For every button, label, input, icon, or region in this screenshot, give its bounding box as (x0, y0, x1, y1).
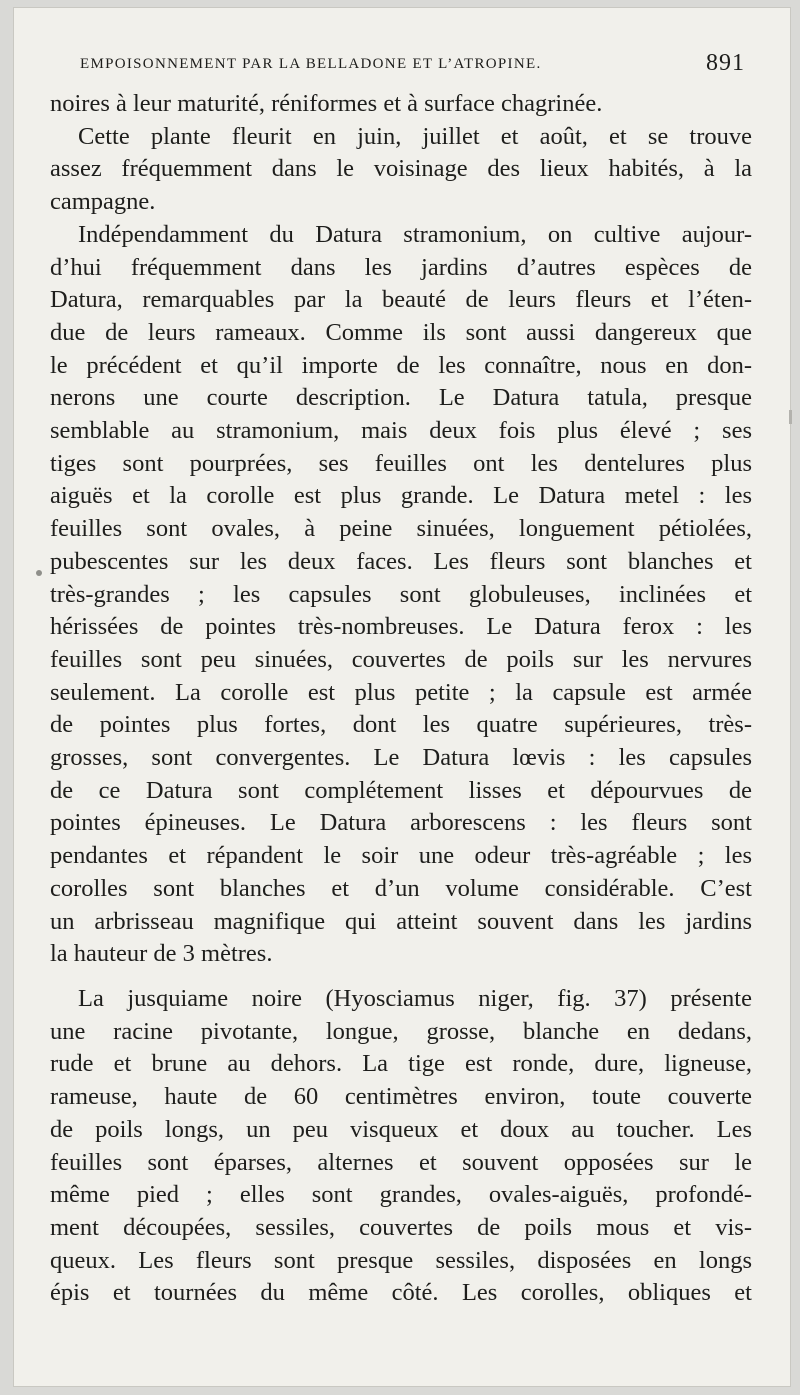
text-line: le précédent et qu’il importe de les connaître, nous en don- (50, 351, 752, 379)
text-line: une racine pivotante, longue, grosse, blanche en dedans, (50, 1017, 752, 1045)
text-line: seulement. La corolle est plus petite ; la capsule est armée (50, 678, 752, 706)
text-line: pubescentes sur les deux faces. Les fleurs sont blanches et (50, 547, 752, 575)
text-line: noires à leur maturité, réniformes et à surface chagrinée. (50, 90, 603, 117)
page-header (80, 52, 745, 82)
text-line: rameuse, haute de 60 centimètres environ, toute couverte (50, 1083, 752, 1111)
text-line: de pointes plus fortes, dont les quatre supérieures, très- (50, 711, 752, 739)
text-line: feuilles sont ovales, à peine sinuées, longuement pétiolées, (50, 515, 752, 543)
ink-spot (36, 570, 42, 576)
text-line: tiges sont pourprées, ses feuilles ont les dentelures plus (50, 449, 752, 477)
text-line: corolles sont blanches et d’un volume considérable. C’est (50, 874, 752, 902)
text-line: un arbrisseau magnifique qui atteint souvent dans les jardins (50, 907, 752, 935)
page-number: 891 (706, 50, 745, 76)
text-line: pendantes et répandent le soir une odeur très-agréable ; les (50, 842, 752, 870)
text-line: La jusquiame noire (Hyosciamus niger, fig. 37) présente (78, 984, 752, 1012)
text-line: grosses, sont convergentes. Le Datura lœvis : les capsules (50, 744, 752, 772)
text-line: Cette plante fleurit en juin, juillet et août, et se trouve (78, 122, 752, 150)
text-line: Indépendamment du Datura stramonium, on cultive aujour- (78, 220, 752, 248)
text-line: feuilles sont peu sinuées, couvertes de poils sur les nervures (50, 645, 752, 673)
text-line: assez fréquemment dans le voisinage des lieux habités, à la (50, 155, 752, 183)
text-line: queux. Les fleurs sont presque sessiles, disposées en longs (50, 1246, 752, 1274)
text-line: même pied ; elles sont grandes, ovales-aiguës, profondé- (50, 1181, 752, 1209)
text-line: rude et brune au dehors. La tige est ronde, dure, ligneuse, (50, 1050, 752, 1078)
text-line: hérissées de pointes très-nombreuses. Le Datura ferox : les (50, 613, 752, 641)
text-line: due de leurs rameaux. Comme ils sont aussi dangereux que (50, 318, 752, 346)
page-mark (789, 410, 792, 424)
text-line: pointes épineuses. Le Datura arborescens : les fleurs sont (50, 809, 752, 837)
running-title: EMPOISONNEMENT PAR LA BELLADONE ET L’ATROPINE. (80, 56, 542, 72)
text-line: la hauteur de 3 mètres. (50, 940, 273, 968)
text-line: campagne. (50, 188, 156, 216)
text-line: très-grandes ; les capsules sont globuleuses, inclinées et (50, 580, 752, 608)
text-line: d’hui fréquemment dans les jardins d’autres espèces de (50, 253, 752, 281)
text-line: Datura, remarquables par la beauté de leurs fleurs et l’éten- (50, 286, 752, 314)
text-line: semblable au stramonium, mais deux fois plus élevé ; ses (50, 417, 752, 445)
body-text (50, 88, 752, 1310)
text-line: de poils longs, un peu visqueux et doux au toucher. Les (50, 1115, 752, 1143)
text-line: feuilles sont éparses, alternes et souvent opposées sur le (50, 1148, 752, 1176)
text-line: épis et tournées du même côté. Les corolles, obliques et (50, 1279, 752, 1307)
text-line: ment découpées, sessiles, couvertes de poils mous et vis- (50, 1213, 752, 1241)
text-line: aiguës et la corolle est plus grande. Le Datura metel : les (50, 482, 752, 510)
text-line: nerons une courte description. Le Datura tatula, presque (50, 384, 752, 412)
text-line: de ce Datura sont complétement lisses et dépourvues de (50, 776, 752, 804)
